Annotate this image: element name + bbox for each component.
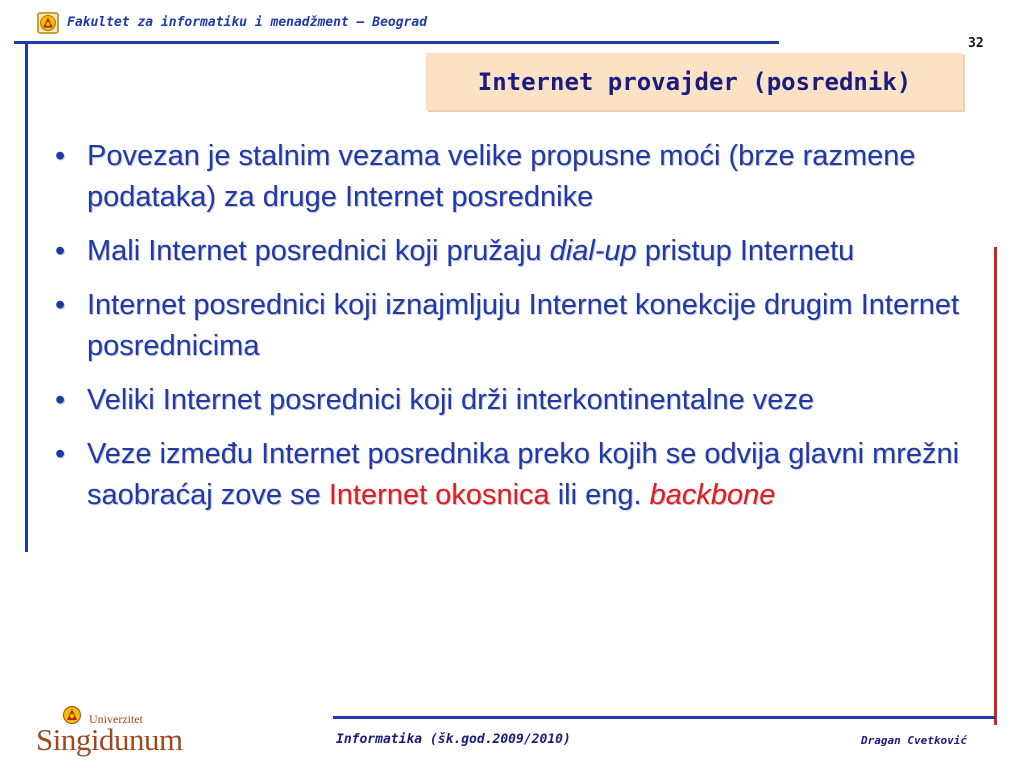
- bullet-text: pristup Internetu: [636, 235, 855, 267]
- faculty-logo-icon: [37, 12, 59, 34]
- page-number: 32: [968, 36, 984, 51]
- university-label-big: Singidunum: [36, 722, 183, 757]
- footer-divider: [333, 716, 995, 719]
- bullet-text: Povezan je stalnim vezama velike propusne moći (brze razmene podataka) za druge Internet posrednike: [87, 140, 916, 213]
- bullet-list: [50, 136, 960, 529]
- footer-course: Informatika (šk.god.2009/2010): [336, 732, 571, 747]
- bullet-item: [50, 136, 960, 218]
- bullet-marker: •: [55, 384, 66, 416]
- highlight-term-italic: backbone: [649, 479, 776, 511]
- header-divider: [14, 41, 779, 44]
- bullet-marker: •: [55, 438, 66, 470]
- bullet-item: [50, 380, 960, 421]
- bullet-text: Veze između Internet posrednika preko kojih se odvija glavni mrežni saobraćaj zove se: [87, 438, 960, 511]
- bullet-marker: •: [55, 235, 66, 267]
- bullet-text: Internet posrednici koji iznajmljuju Internet konekcije drugim Internet posrednicima: [87, 289, 960, 362]
- slide-title: Internet provajder (posrednik): [477, 67, 912, 96]
- bullet-marker: •: [55, 289, 66, 321]
- bullet-text: Veliki Internet posrednici koji drži interkontinentalne veze: [87, 384, 815, 416]
- university-label-small: Univerzitet: [89, 712, 143, 726]
- bullet-item: [50, 231, 960, 272]
- faculty-name: Fakultet za informatiku i menadžment – Beograd: [67, 15, 428, 30]
- footer-author: Dragan Cvetković: [861, 734, 967, 747]
- highlight-term: Internet okosnica: [328, 479, 550, 511]
- bullet-text: Mali Internet posrednici koji pružaju: [87, 235, 550, 267]
- bullet-text: ili eng.: [549, 479, 650, 511]
- bullet-item: [50, 285, 960, 367]
- right-vertical-divider: [994, 247, 997, 725]
- bullet-item: [50, 434, 960, 516]
- left-vertical-divider: [25, 41, 28, 552]
- bullet-marker: •: [55, 140, 66, 172]
- bullet-text-italic: dial-up: [549, 235, 637, 267]
